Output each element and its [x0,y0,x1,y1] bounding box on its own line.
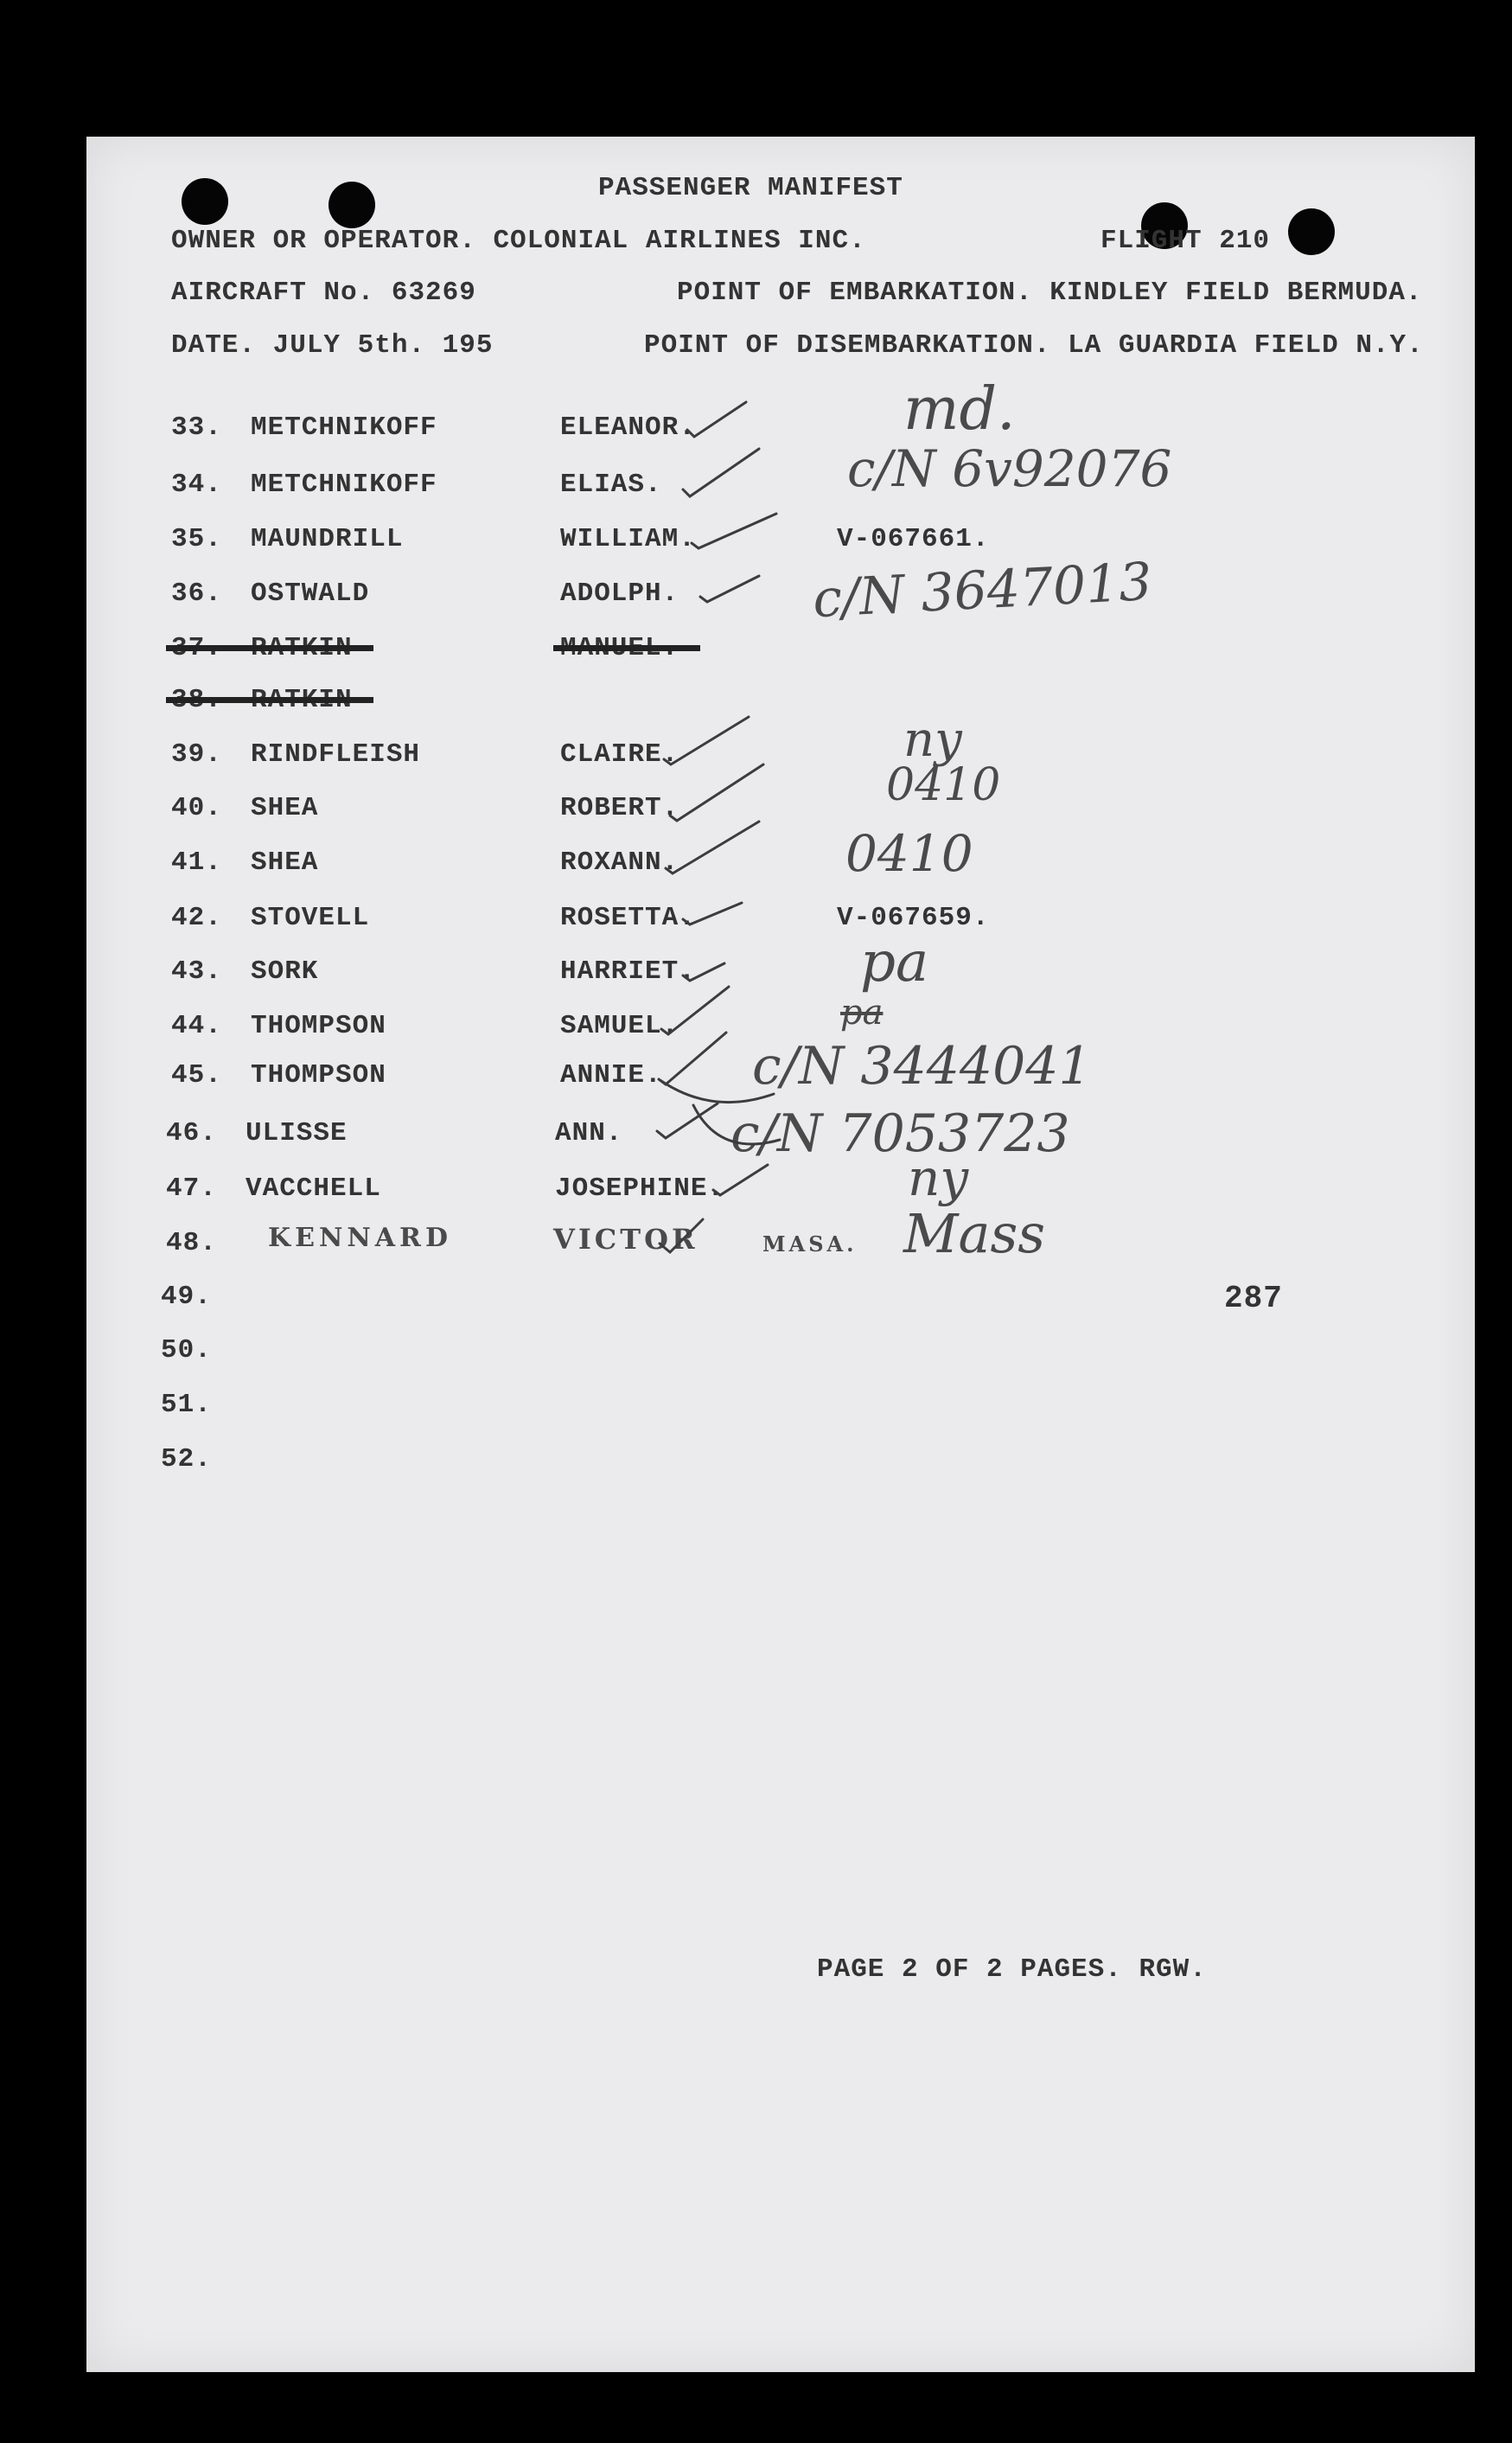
manifest-title: PASSENGER MANIFEST [598,173,903,203]
passenger-first-name: ROSETTA. [560,903,696,933]
row-number: 52. [161,1444,212,1474]
row-number: 42. [171,903,222,933]
passenger-first-name: ELIAS. [560,470,662,500]
passenger-first-name: JOSEPHINE. [555,1174,725,1204]
passenger-last-name: SHEA [251,793,319,823]
passenger-last-name: METCHNIKOFF [251,470,437,500]
row-number: 44. [171,1011,222,1041]
handwritten-note-row-36: c/N 3647013 [811,551,1154,630]
point-of-disembarkation: POINT OF DISEMBARKATION. LA GUARDIA FIELD N.Y. [644,330,1424,361]
passenger-last-name: RINDFLEISH [251,739,421,770]
page-stamp-number: 287 [1224,1281,1283,1316]
flight-number: FLIGHT 210 [1101,226,1271,256]
handwritten-note-row-34: c/N 6v92076 [847,439,1172,498]
passenger-first-name: ADOLPH. [560,579,679,609]
passenger-first-name: ROXANN. [560,847,679,878]
visa-number-row-35: V-067661. [837,524,990,554]
handwritten-note-row-46: c/N 7053723 [730,1103,1070,1164]
row-number: 36. [171,579,222,609]
handwritten-note-row-39: ny [903,712,962,768]
passenger-last-name: VACCHELL [246,1174,381,1204]
row-number: 39. [171,739,222,770]
page-footer: PAGE 2 OF 2 PAGES. RGW. [817,1954,1207,1985]
handwritten-note-row-33: md. [903,375,1016,444]
passenger-last-name: ULISSE [246,1118,348,1148]
row-number: 43. [171,956,222,987]
handwritten-note-row-43: pa [860,931,929,994]
owner-operator: OWNER OR OPERATOR. COLONIAL AIRLINES INC. [171,226,866,256]
row-number: 46. [166,1118,217,1148]
row-number: 51. [161,1390,212,1420]
row-number: 50. [161,1335,212,1365]
manifest-date: DATE. JULY 5th. 195 [171,330,494,361]
row-number: 47. [166,1174,217,1204]
manifest-sheet [86,137,1475,2372]
handwritten-note-row-47: ny [908,1148,969,1207]
passenger-last-name-handwritten: KENNARD [268,1223,453,1253]
point-of-embarkation: POINT OF EMBARKATION. KINDLEY FIELD BERMUDA. [677,278,1423,308]
passenger-first-name-handwritten: VICTOR [553,1223,699,1256]
row-number: 48. [166,1228,217,1258]
passenger-first-name: ANNIE. [560,1060,662,1090]
passenger-last-name: MAUNDRILL [251,524,404,554]
aircraft-number: AIRCRAFT No. 63269 [171,278,476,308]
passenger-first-name: WILLIAM. [560,524,696,554]
handwritten-state-row-48: MASA. [762,1231,858,1257]
handwritten-note-row-45: c/N 3444041 [752,1036,1092,1097]
passenger-last-name: METCHNIKOFF [251,412,437,443]
handwritten-note-row-44: pa [840,993,884,1033]
row-number: 35. [171,524,222,554]
handwritten-note-row-41: 0410 [845,824,973,883]
row-number: 49. [161,1282,212,1312]
passenger-first-name: ELEANOR. [560,412,696,443]
passenger-first-name: ROBERT. [560,793,679,823]
passenger-first-name: ANN. [555,1118,623,1148]
row-number: 41. [171,847,222,878]
passenger-first-name: CLAIRE. [560,739,679,770]
row-number: 34. [171,470,222,500]
visa-number-row-42: V-067659. [837,903,990,933]
passenger-first-name: SAMUEL. [560,1011,679,1041]
passenger-last-name: SHEA [251,847,319,878]
passenger-last-name: THOMPSON [251,1011,386,1041]
row-number: 40. [171,793,222,823]
handwritten-note-row-40: 0410 [886,759,1001,811]
handwritten-note-row-48: Mass [903,1202,1046,1265]
passenger-last-name: THOMPSON [251,1060,386,1090]
passenger-last-name: OSTWALD [251,579,370,609]
passenger-first-name: HARRIET. [560,956,696,987]
row-number: 33. [171,412,222,443]
passenger-last-name: STOVELL [251,903,370,933]
check-marks [86,137,1475,2372]
row-number: 45. [171,1060,222,1090]
passenger-last-name: SORK [251,956,319,987]
